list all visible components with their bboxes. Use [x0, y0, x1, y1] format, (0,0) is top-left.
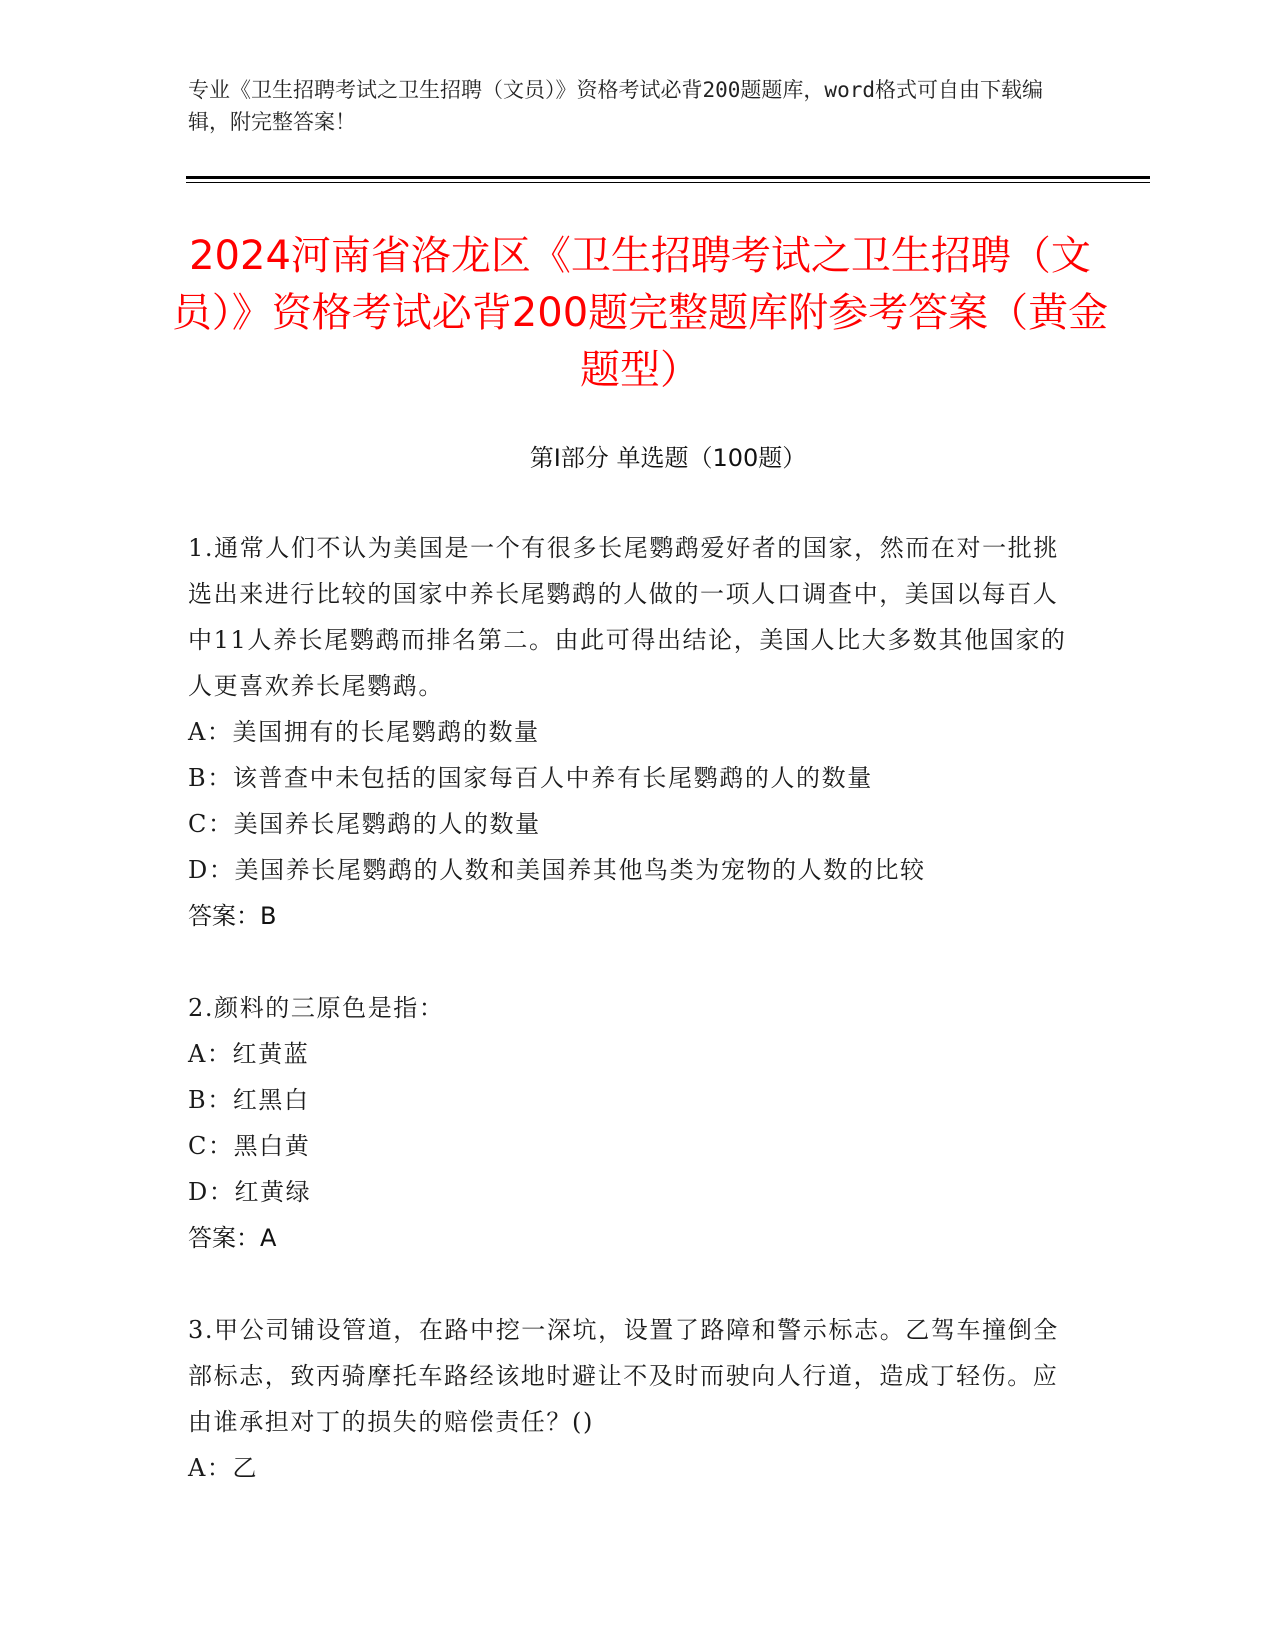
option-a: A：红黄蓝 — [188, 1040, 310, 1068]
option-c: C：黑白黄 — [188, 1132, 311, 1160]
header-divider-thick — [186, 176, 1150, 179]
question-stem: 3.甲公司铺设管道，在路中挖一深坑，设置了路障和警示标志。乙驾车撞倒全部标志，致丙骑摩托车路经该地时避让不及时而驶向人行道，造成丁轻伤。应由谁承担对丁的损失的赔偿责任？() — [188, 1316, 1059, 1436]
section-title: 第Ⅰ部分 单选题（100题） — [529, 444, 807, 472]
option-d: D：红黄绿 — [188, 1178, 312, 1206]
answer: 答案：B — [188, 902, 277, 930]
header-divider-thin — [186, 182, 1150, 183]
option-c: C：美国养长尾鹦鹉的人的数量 — [188, 810, 541, 838]
option-b: B：该普查中未包括的国家每百人中养有长尾鹦鹉的人的数量 — [188, 764, 873, 792]
question-stem: 1.通常人们不认为美国是一个有很多长尾鹦鹉爱好者的国家，然而在对一批挑选出来进行比较的国家中养长尾鹦鹉的人做的一项人口调查中，美国以每百人中11人养长尾鹦鹉而排名第二。由此可得出结论，美国人比大多数其他国家的人更喜欢养长尾鹦鹉。 — [188, 534, 1067, 700]
option-a: A：美国拥有的长尾鹦鹉的数量 — [188, 718, 540, 746]
question-3 — [188, 1307, 1068, 1491]
answer: 答案：A — [188, 1224, 277, 1252]
question-1 — [188, 525, 1068, 939]
header-note: 专业《卫生招聘考试之卫生招聘（文员）》资格考试必背200题题库，word格式可自由下载编辑，附完整答案！ — [188, 78, 1043, 134]
question-2 — [188, 985, 1068, 1261]
option-b: B：红黑白 — [188, 1086, 310, 1114]
question-list — [188, 525, 1068, 1537]
document-title: 2024河南省洛龙区《卫生招聘考试之卫生招聘（文员）》资格考试必背200题完整题库附参考答案（黄金题型） — [171, 233, 1109, 393]
option-a: A：乙 — [188, 1454, 259, 1482]
question-stem: 2.颜料的三原色是指： — [188, 994, 445, 1022]
option-d: D：美国养长尾鹦鹉的人数和美国养其他鸟类为宠物的人数的比较 — [188, 856, 926, 884]
